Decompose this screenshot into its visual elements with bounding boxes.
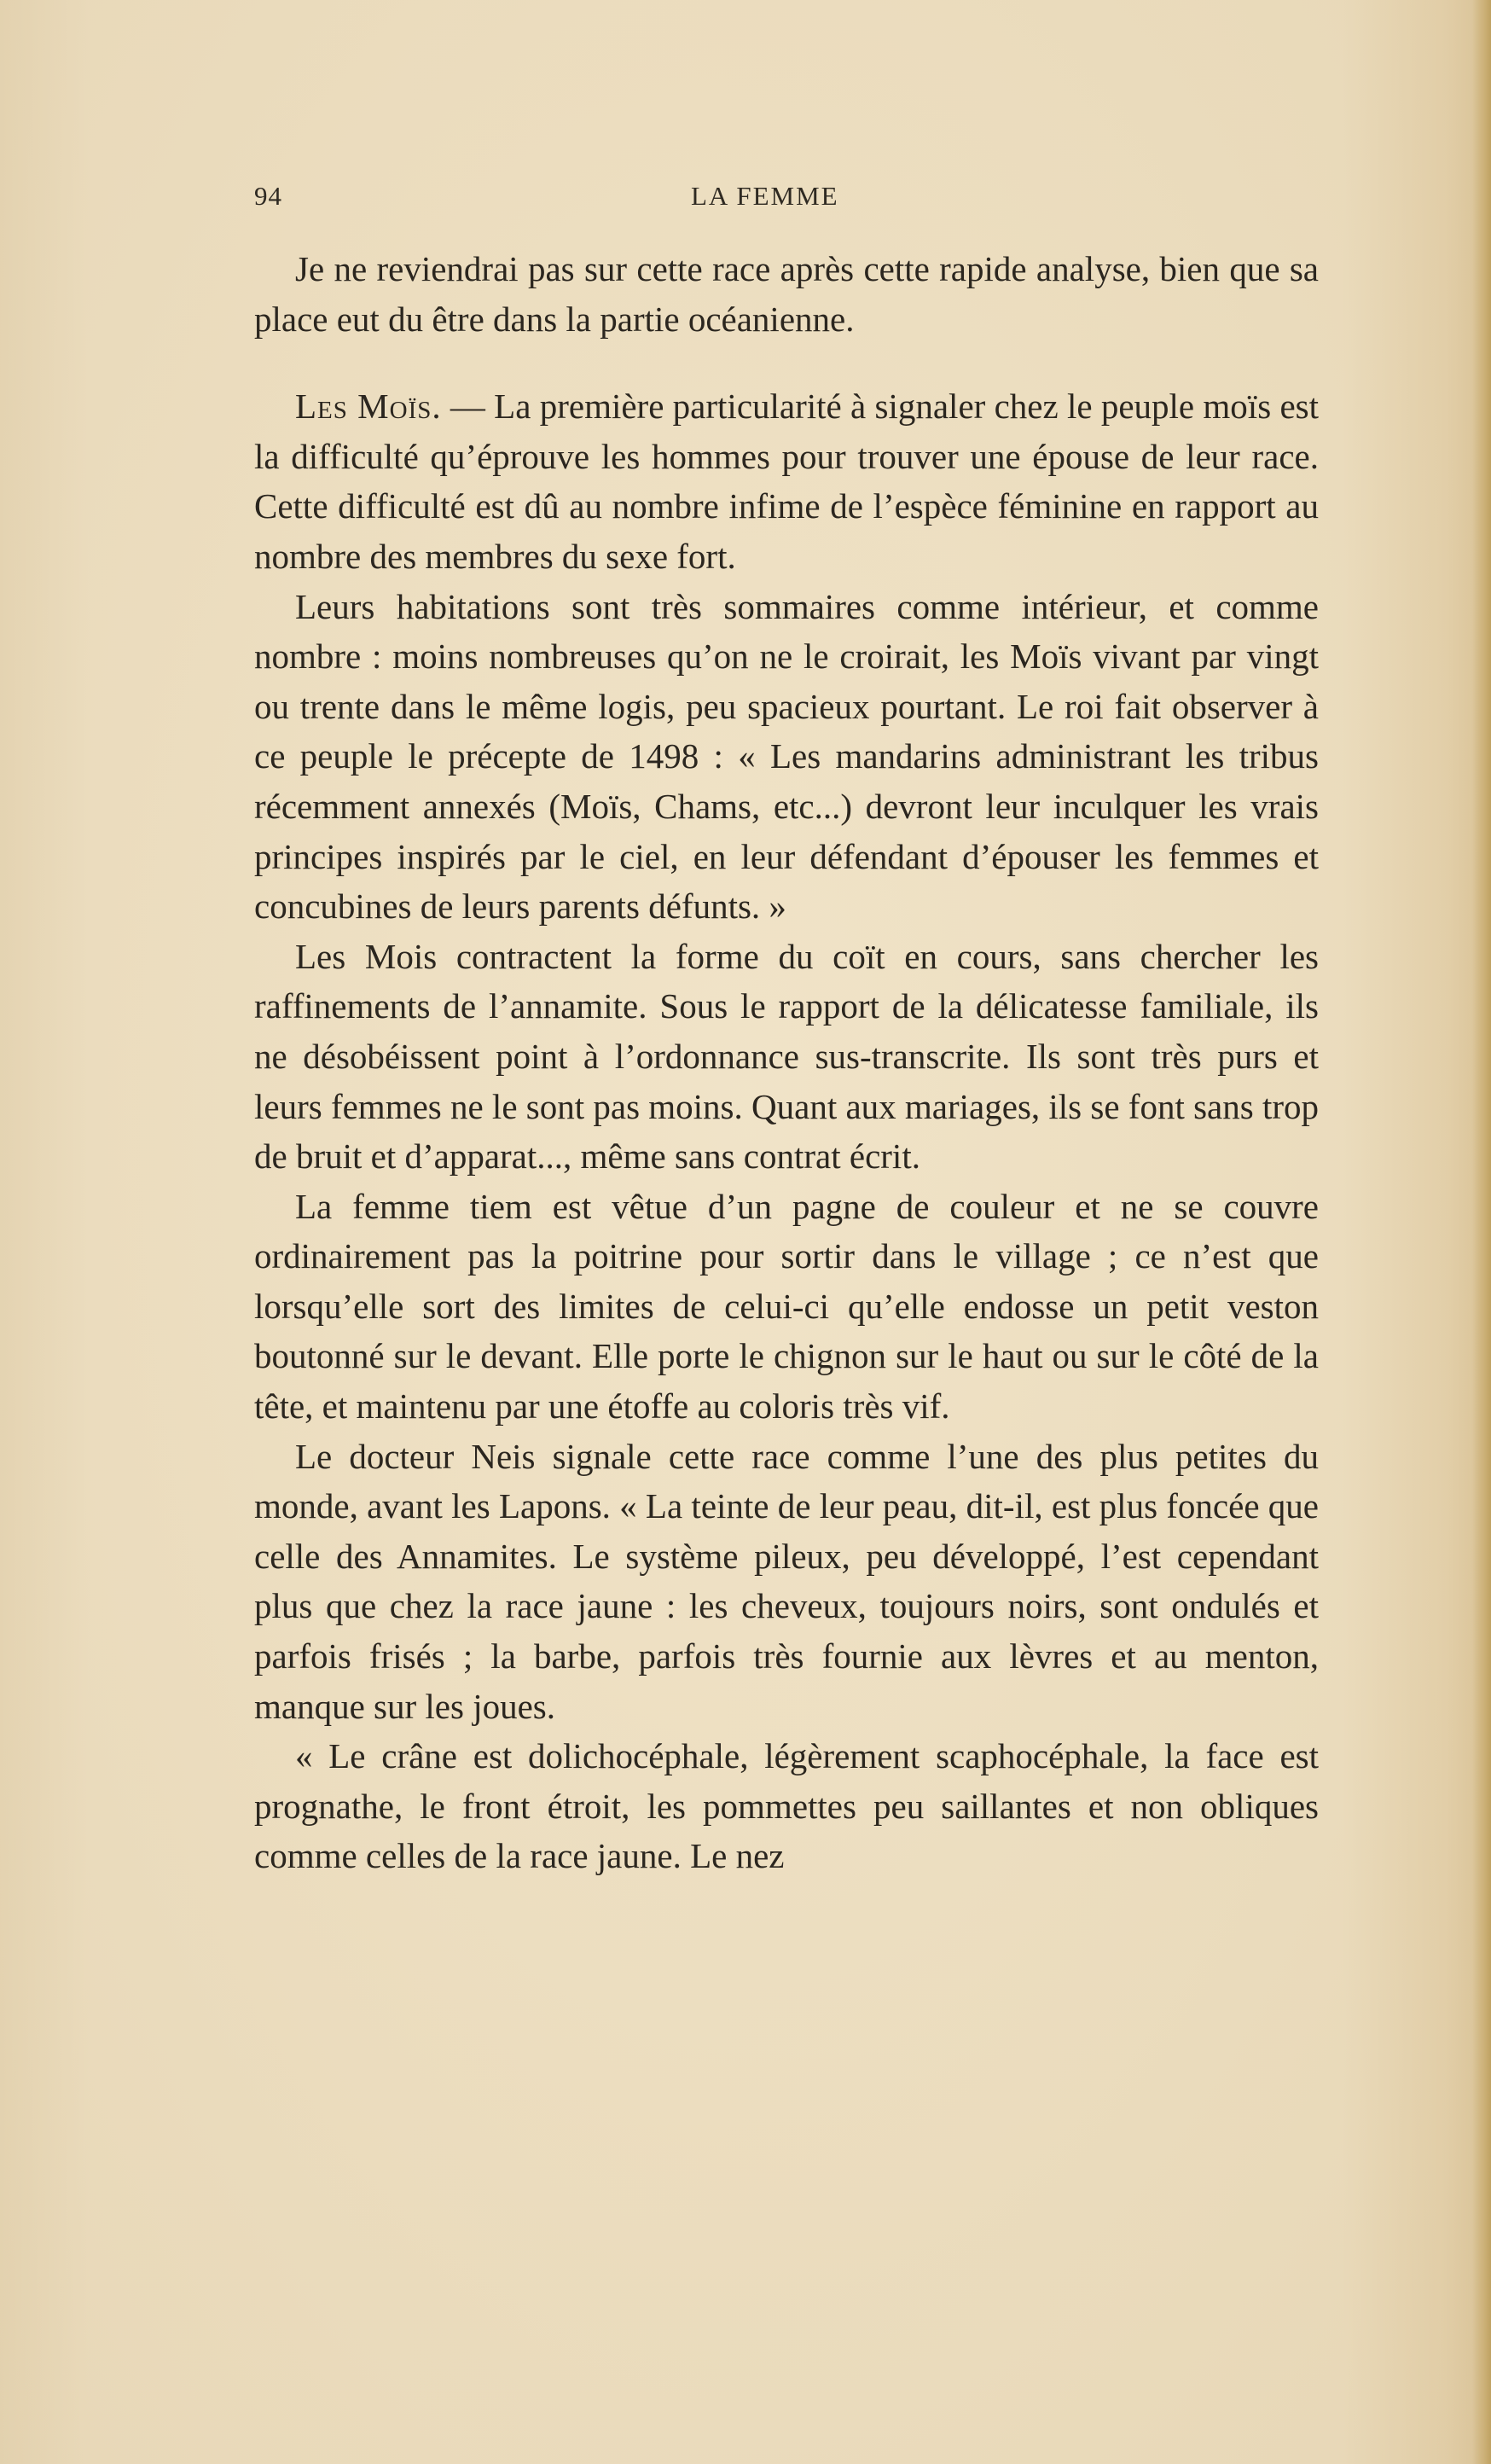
paragraph: Leurs habitations sont très sommaires comme intérieur, et comme nombre : moins nombreuses qu’on ne le croirait, les Moïs vivant par vingt ou trente dans le même logis, peu spacieux pourtant. Le roi fait observer à ce peuple le précepte de 1498 : « Les mandarins administrant les tribus récemment annexés (Moïs, Chams, etc...) devront leur inculquer les vrais principes inspirés par le ciel, en leur défendant d’épouser les femmes et concubines de leurs parents défunts. » [254, 586, 1319, 927]
page-edge-shadow [1472, 0, 1491, 2464]
paragraph: Le docteur Neis signale cette race comme l’une des plus petites du monde, avant les Lapons. « La teinte de leur peau, dit-il, est plus foncée que celle des Annamites. Le système pileux, peu développé, l’est cependant plus que chez la race jaune : les cheveux, toujours noirs, sont ondulés et parfois frisés ; la barbe, parfois très fournie aux lèvres et au menton, manque sur les joues. [254, 1436, 1319, 1726]
paragraph [254, 381, 1319, 581]
paragraph: La femme tiem est vêtue d’un pagne de couleur et ne se couvre ordinairement pas la poitrine pour sortir dans le village ; ce n’est que lorsqu’elle sort des limites de celui-ci qu’elle endosse un petit veston boutonné sur le devant. Elle porte le chignon sur le haut ou sur le côté de la tête, et maintenu par une étoffe au coloris très vif. [254, 1186, 1319, 1427]
page-number: 94 [254, 181, 282, 211]
paragraph: Les Mois contractent la forme du coït en cours, sans chercher les raffinements de l’annamite. Sous le rapport de la délicatesse familiale, ils ne désobéissent point à l’ordonnance sus-transcrite. Ils sont très purs et leurs femmes ne le sont pas moins. Quant aux mariages, ils se font sans trop de bruit et d’apparat..., même sans contrat écrit. [254, 936, 1319, 1177]
running-title: LA FEMME [691, 181, 839, 211]
paragraph: Je ne reviendrai pas sur cette race après cette rapide analyse, bien que sa place eut du être dans la partie océanienne. [254, 249, 1319, 339]
paragraph: « Le crâne est dolichocéphale, légèrement scaphocéphale, la face est prognathe, le front étroit, les pommettes peu saillantes et non obliques comme celles de la race jaune. Le nez [254, 1736, 1319, 1876]
section-lead: Les Moïs. [295, 386, 442, 427]
running-header [254, 181, 1329, 215]
body-text [254, 244, 1319, 1881]
paragraph-text: — La première particularité à signaler chez le peuple moïs est la difficulté qu’éprouve les hommes pour trouver une épouse de leur race. Cette difficulté est dû au nombre infime de l’espèce féminine en rapport au nombre des membres du sexe fort. [254, 386, 1319, 576]
